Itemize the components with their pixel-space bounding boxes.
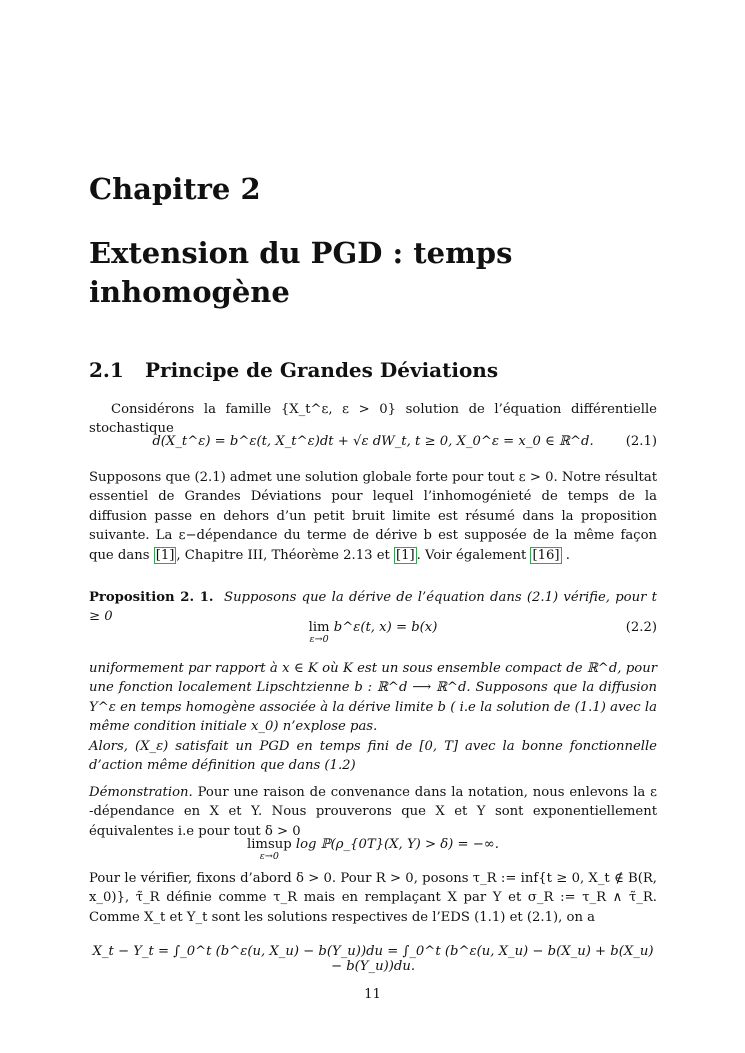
proof-paragraph <box>89 783 657 841</box>
limit-word: limsup <box>247 837 292 852</box>
limit-subscript: ε→0 <box>309 634 329 645</box>
citation-link[interactable]: [1] <box>395 547 415 563</box>
citation-link[interactable]: [1] <box>155 547 175 563</box>
proof-label: Démonstration. <box>89 785 193 800</box>
equation-expression: b^ε(t, x) = b(x) <box>333 620 438 635</box>
equation-integral <box>89 944 657 974</box>
citation-link[interactable]: [16] <box>532 547 560 563</box>
equation-expression: log ℙ(ρ_{0T}(X, Y) > δ) = −∞. <box>295 837 499 852</box>
limit-operator <box>309 620 330 645</box>
paragraph-text: Supposons que (2.1) admet une solution globale forte pour tout ε > 0. Notre résultat essentiel de Grandes Déviations pour lequel l’inhomogénieté de temps de la diffusion passe en dehors d’un petit bruit limite est résumé dans la proposition suivante. La ε−dépendance du terme de dérive b est supposée de la même façon que dans <box>89 470 657 563</box>
limit-word: lim <box>308 620 330 635</box>
proposition-hypothesis: uniformement par rapport à x ∈ K où K est un sous ensemble compact de ℝ^d, pour une fonction localement Lipschtzienne b : ℝ^d ⟶ ℝ^d. Supposons que la diffusion Y^ε en temps homogène associée à la dérive limite b ( i.e la solution de (1.1) avec la même condition initiale x_0) n’explose pas. <box>89 661 657 735</box>
page-number: 11 <box>364 987 381 1002</box>
paragraph-2: Pour le vérifier, fixons d’abord δ > 0. Pour R > 0, posons τ_R := inf{t ≥ 0, X_t ∉ B(R, x_0)}, τ̃_R définie comme τ_R mais en remplaçant X par Y et σ_R := τ_R ∧ τ̃_R. Comme X_t et Y_t sont les solutions respectives de l’EDS (1.1) et (2.1), on a <box>89 871 657 925</box>
paragraph-text: . Voir également <box>416 547 531 563</box>
paragraph-text: . <box>561 547 570 563</box>
section-number: 2.1 <box>89 358 124 382</box>
intro-paragraph: Considérons la famille {X_t^ε, ε > 0} solution de l’équation différentielle stochastique <box>89 402 657 437</box>
proposition-text: Supposons que la dérive de l’équation dans (2.1) vérifie, pour t ≥ 0 <box>89 590 657 625</box>
limit-operator <box>247 837 292 862</box>
equation-body: d(X_t^ε) = b^ε(t, X_t^ε)dt + √ε dW_t, t ≥ 0, X_0^ε = x_0 ∈ ℝ^d. <box>152 434 594 449</box>
proposition-conclusion: Alors, (X_ε) satisfait un PGD en temps fini de [0, T] avec la bonne fonctionnelle d’action même définition que dans (1.2) <box>89 738 657 774</box>
proposition-label: Proposition 2. 1. <box>89 590 214 605</box>
paragraph-1 <box>89 468 657 565</box>
chapter-title: Extension du PGD : temps inhomogène <box>89 236 513 309</box>
paragraph-text: , Chapitre III, Théorème 2.13 et <box>176 547 394 563</box>
equation-tag: (2.1) <box>625 434 657 449</box>
section-title: Principe de Grandes Déviations <box>145 358 499 382</box>
proof-text: Pour une raison de convenance dans la notation, nous enlevons la ε -dépendance en X et Y. Nous prouverons que X et Y sont exponentiellement équivalentes i.e pour tout δ > 0 <box>89 785 657 839</box>
equation-limsup <box>89 837 657 862</box>
limit-subscript: ε→0 <box>259 851 279 862</box>
equation-body <box>89 837 657 862</box>
proposition-continuation <box>89 659 657 775</box>
equation-tag: (2.2) <box>625 620 657 635</box>
chapter-label: Chapitre 2 <box>89 172 261 206</box>
equation-body <box>89 620 657 645</box>
section-heading <box>89 358 498 382</box>
equation-2-1 <box>89 434 657 449</box>
equation-2-2 <box>89 620 657 645</box>
equation-body: X_t − Y_t = ∫_0^t (b^ε(u, X_u) − b(Y_u))du = ∫_0^t (b^ε(u, X_u) − b(X_u) + b(X_u) − b(Y_u))du. <box>92 944 654 974</box>
